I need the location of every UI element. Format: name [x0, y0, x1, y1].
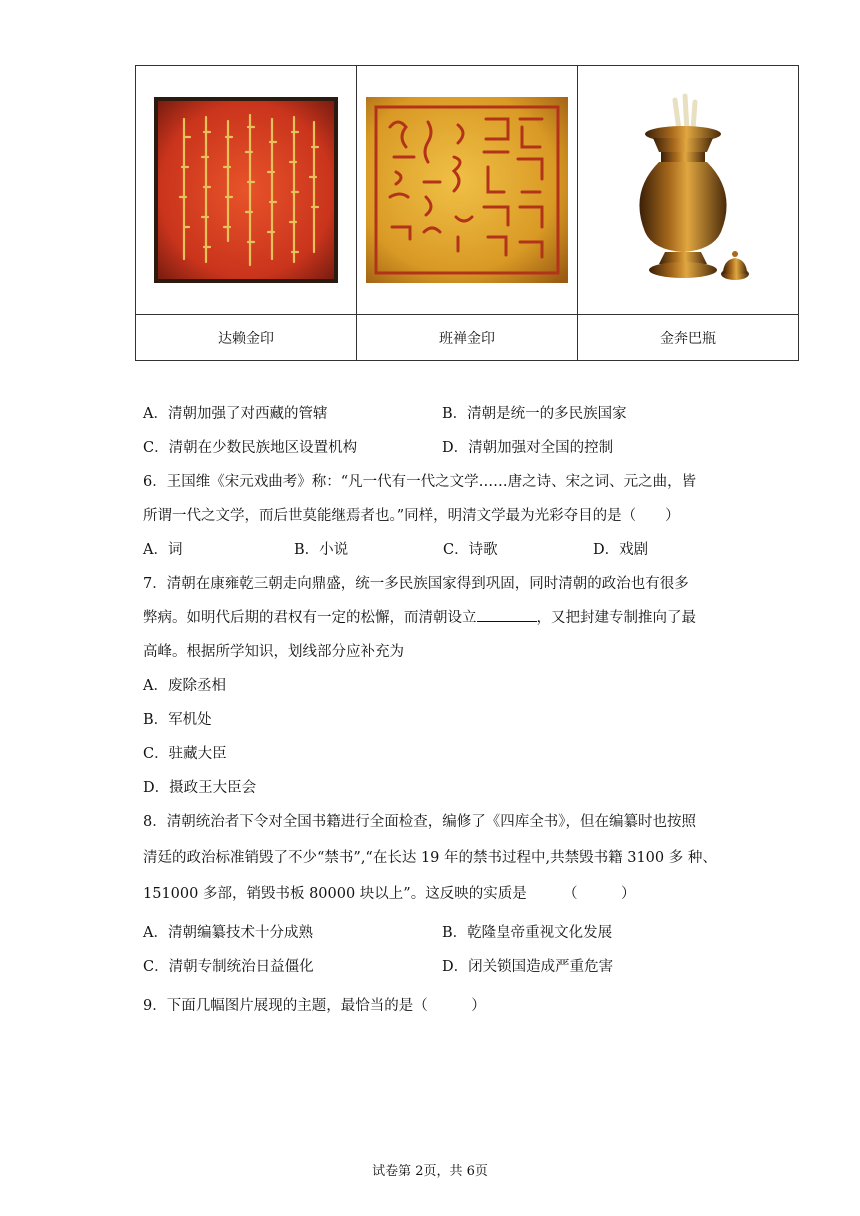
q8-option-a: A．清朝编纂技术十分成熟 [143, 925, 313, 941]
q7-line2-pre: 弊病。如明代后期的君权有一定的松懈，而清朝设立 [143, 610, 477, 626]
q6-option-c: C．诗歌 [443, 542, 498, 558]
q7-line2-post: ，又把封建专制推向了最 [536, 610, 696, 626]
image-cell-urn [578, 66, 799, 315]
q6-option-b: B．小说 [294, 542, 349, 558]
image-cell-dalai [136, 66, 357, 315]
golden-urn-icon [613, 90, 763, 290]
image-cell-panchen [357, 66, 578, 315]
q6-stem-line2: 所谓一代之文学，而后世莫能继焉者也。”同样，明清文学最为光彩夺目的是（ ） [143, 508, 680, 524]
q5-option-b: B．清朝是统一的多民族国家 [442, 406, 627, 422]
q8-option-c: C．清朝专制统治日益僵化 [143, 959, 314, 975]
q6-stem-line1: 6．王国维《宋元戏曲考》称：“凡一代有一代之文学……唐之诗、宋之词、元之曲，皆 [143, 474, 697, 490]
page-footer: 试卷第 2页，共 6页 [372, 1164, 488, 1179]
dalai-seal-icon [154, 97, 338, 283]
caption-urn: 金奔巴瓶 [578, 315, 799, 361]
q8-stem-line1: 8．清朝统治者下令对全国书籍进行全面检查，编修了《四库全书》，但在编纂时也按照 [143, 814, 696, 830]
q9-stem-line1: 9．下面几幅图片展现的主题，最恰当的是（ ） [143, 998, 486, 1014]
caption-panchen: 班禅金印 [357, 315, 578, 361]
image-table [135, 65, 799, 361]
q5-option-d: D．清朝加强对全国的控制 [442, 440, 614, 456]
q7-option-a: A．废除丞相 [143, 678, 226, 694]
answer-blank [477, 607, 537, 622]
q5-option-a: A．清朝加强了对西藏的管辖 [143, 406, 328, 422]
q8-option-d: D．闭关锁国造成严重危害 [442, 959, 614, 975]
q7-stem-line1: 7．清朝在康雍乾三朝走向鼎盛，统一多民族国家得到巩固，同时清朝的政治也有很多 [143, 576, 689, 592]
q7-stem-line3: 高峰。根据所学知识，划线部分应补充为 [143, 644, 404, 660]
caption-dalai: 达赖金印 [136, 315, 357, 361]
q7-option-c: C．驻藏大臣 [143, 746, 227, 762]
q7-option-b: B．军机处 [143, 712, 212, 728]
q7-option-d: D．摄政王大臣会 [143, 780, 257, 796]
q7-stem-line2 [143, 606, 696, 627]
panchen-seal-icon [366, 97, 568, 283]
q8-option-b: B．乾隆皇帝重视文化发展 [442, 925, 613, 941]
q8-stem-line3: 151000 多部，销毁书板 80000 块以上”。这反映的实质是 （ ） [143, 886, 636, 902]
q5-option-c: C．清朝在少数民族地区设置机构 [143, 440, 358, 456]
q8-stem-line2: 清廷的政治标准销毁了不少“禁书”,“在长达 19 年的禁书过程中,共禁毁书籍 3100 多 种、 [143, 850, 717, 866]
q6-option-a: A．词 [143, 542, 183, 558]
q6-option-d: D．戏剧 [593, 542, 649, 558]
